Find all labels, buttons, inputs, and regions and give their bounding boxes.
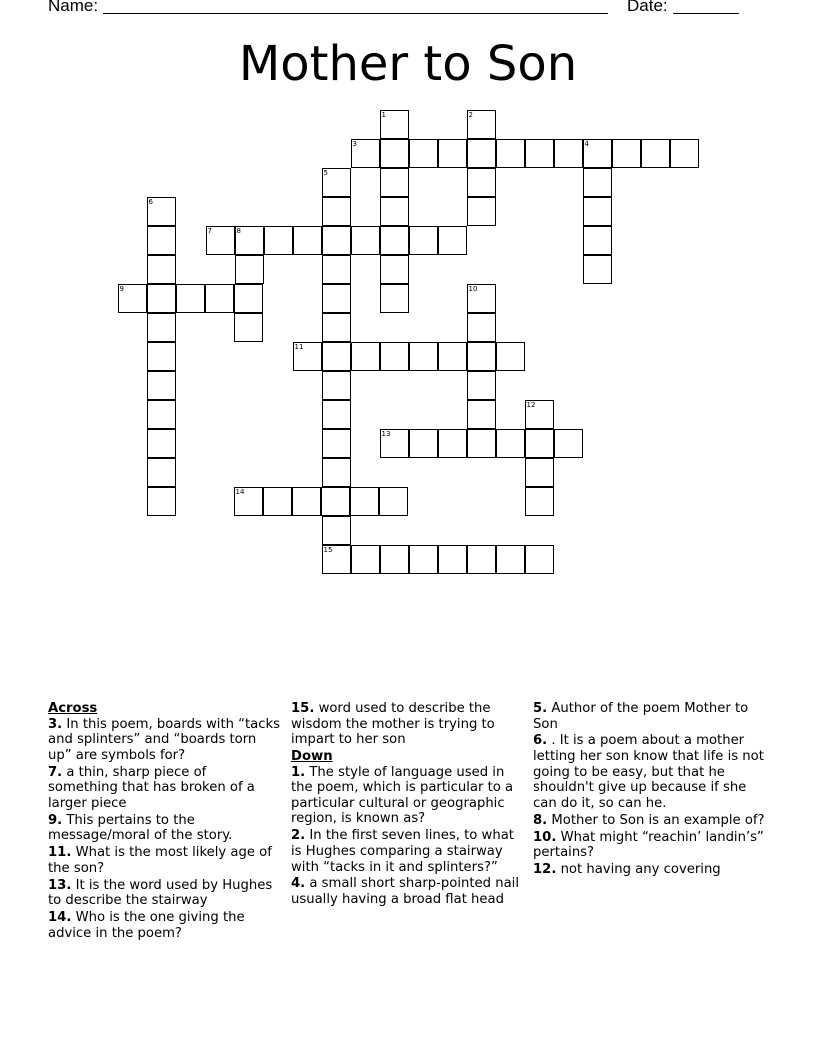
across-heading: Across <box>48 701 98 716</box>
clue-number: 15. <box>291 701 315 716</box>
grid-cell[interactable] <box>235 226 264 255</box>
grid-cell[interactable] <box>612 139 641 168</box>
grid-cell-number: 4 <box>584 139 589 148</box>
clue-text: It is the word used by Hughes to describe the stairway <box>48 877 273 909</box>
clue-number: 12. <box>533 862 557 878</box>
grid-cell[interactable] <box>467 371 496 400</box>
grid-cell[interactable] <box>409 139 438 168</box>
grid-cell[interactable] <box>234 313 263 342</box>
page-title: Mother to Son <box>238 36 578 92</box>
grid-cell[interactable] <box>467 139 496 168</box>
grid-cell[interactable] <box>380 545 409 574</box>
grid-cell[interactable] <box>293 226 322 255</box>
grid-cell[interactable] <box>147 342 176 371</box>
grid-cell[interactable] <box>322 545 351 574</box>
grid-cell[interactable] <box>409 545 438 574</box>
grid-cell[interactable] <box>409 342 438 371</box>
grid-cell[interactable] <box>234 284 263 313</box>
grid-cell[interactable] <box>409 226 438 255</box>
clue-across-9 <box>48 813 280 844</box>
grid-cell[interactable] <box>554 429 583 458</box>
clue-down-10 <box>533 830 765 861</box>
clue-across-3 <box>48 717 280 764</box>
grid-cell-number: 15 <box>323 545 333 554</box>
grid-cell[interactable] <box>147 255 176 284</box>
grid-cell[interactable] <box>321 487 350 516</box>
grid-cell-number: 5 <box>323 168 328 177</box>
grid-cell[interactable] <box>322 400 351 429</box>
grid-cell[interactable] <box>351 545 380 574</box>
grid-cell[interactable] <box>380 429 409 458</box>
grid-cell[interactable] <box>467 545 496 574</box>
clue-number: 8. <box>533 812 548 828</box>
grid-cell[interactable] <box>380 197 409 226</box>
grid-cell[interactable] <box>525 139 554 168</box>
grid-cell[interactable] <box>147 400 176 429</box>
clue-text: a thin, sharp piece of something that has broken of a larger piece <box>48 764 255 811</box>
clue-down-6 <box>533 733 765 811</box>
grid-cell[interactable] <box>467 342 496 371</box>
grid-cell[interactable] <box>322 342 351 371</box>
clue-text: not having any covering <box>556 862 721 878</box>
grid-cell[interactable] <box>583 197 612 226</box>
grid-cell-number: 12 <box>526 400 536 409</box>
grid-cell-number: 13 <box>381 429 391 438</box>
grid-cell[interactable] <box>234 487 263 516</box>
grid-cell[interactable] <box>379 487 408 516</box>
grid-cell[interactable] <box>438 545 467 574</box>
grid-cell[interactable] <box>583 226 612 255</box>
clue-text: What is the most likely age of the son? <box>48 845 272 876</box>
clue-text: In the first seven lines, to what is Hughes comparing a stairway with “tacks in it and splinters?” <box>291 828 514 875</box>
grid-cell[interactable] <box>496 429 525 458</box>
grid-cell[interactable] <box>467 168 496 197</box>
grid-cell[interactable] <box>583 139 612 168</box>
grid-cell[interactable] <box>583 168 612 197</box>
grid-cell[interactable] <box>147 487 176 516</box>
grid-cell[interactable] <box>322 197 351 226</box>
grid-cell[interactable] <box>322 371 351 400</box>
grid-cell[interactable] <box>525 400 554 429</box>
grid-cell[interactable] <box>147 429 176 458</box>
grid-cell[interactable] <box>467 110 496 139</box>
clue-down-2 <box>291 828 523 875</box>
grid-cell[interactable] <box>438 139 467 168</box>
grid-cell[interactable] <box>380 284 409 313</box>
clue-text: This pertains to the message/moral of the story. <box>48 812 233 844</box>
grid-cell-number: 14 <box>235 487 245 496</box>
grid-cell[interactable] <box>380 255 409 284</box>
clue-text: In this poem, boards with “tacks and splinters” and “boards torn up” are symbols for? <box>48 716 281 763</box>
clues-column-1 <box>48 701 280 943</box>
grid-cell[interactable] <box>525 429 554 458</box>
grid-cell[interactable] <box>467 429 496 458</box>
grid-cell[interactable] <box>380 139 409 168</box>
grid-cell[interactable] <box>350 487 379 516</box>
grid-cell[interactable] <box>467 400 496 429</box>
clue-number: 11. <box>48 845 72 861</box>
grid-cell[interactable] <box>409 429 438 458</box>
grid-cell[interactable] <box>205 284 234 313</box>
clue-number: 2. <box>291 828 306 844</box>
grid-cell[interactable] <box>322 226 351 255</box>
clue-across-15 <box>291 701 523 748</box>
grid-cell[interactable] <box>322 429 351 458</box>
clue-across-7 <box>48 765 280 812</box>
grid-cell[interactable] <box>351 342 380 371</box>
grid-cell-number: 1 <box>381 110 386 119</box>
grid-cell[interactable] <box>176 284 205 313</box>
clue-down-4 <box>291 876 523 907</box>
grid-cell[interactable] <box>467 284 496 313</box>
grid-cell[interactable] <box>641 139 670 168</box>
grid-cell[interactable] <box>322 168 351 197</box>
grid-cell[interactable] <box>322 458 351 487</box>
grid-cell[interactable] <box>496 139 525 168</box>
clue-number: 4. <box>291 876 306 892</box>
grid-cell[interactable] <box>293 342 322 371</box>
grid-cell[interactable] <box>147 313 176 342</box>
grid-cell[interactable] <box>525 458 554 487</box>
grid-cell[interactable] <box>351 226 380 255</box>
clue-down-8 <box>533 813 765 829</box>
grid-cell[interactable] <box>264 226 293 255</box>
grid-cell-number: 8 <box>236 226 241 235</box>
grid-cell[interactable] <box>147 458 176 487</box>
grid-cell[interactable] <box>322 255 351 284</box>
clue-number: 13. <box>48 877 72 893</box>
grid-cell[interactable] <box>380 226 409 255</box>
grid-cell[interactable] <box>525 487 554 516</box>
clue-text: Who is the one giving the advice in the poem? <box>48 910 245 941</box>
grid-cell[interactable] <box>467 313 496 342</box>
name-label: Name: <box>48 0 99 15</box>
clues-column-3 <box>533 701 765 879</box>
grid-cell[interactable] <box>380 342 409 371</box>
down-heading: Down <box>291 749 333 765</box>
grid-cell-number: 6 <box>148 197 153 206</box>
grid-cell[interactable] <box>147 371 176 400</box>
grid-cell[interactable] <box>322 284 351 313</box>
grid-cell[interactable] <box>380 110 409 139</box>
clues-column-2 <box>291 701 523 909</box>
grid-cell[interactable] <box>525 545 554 574</box>
date-label: Date: <box>627 0 668 15</box>
clue-number: 5. <box>533 701 548 716</box>
clue-number: 6. <box>533 733 548 749</box>
clue-down-5 <box>533 701 765 732</box>
clue-text: Mother to Son is an example of? <box>547 812 765 828</box>
grid-cell[interactable] <box>670 139 699 168</box>
grid-cell[interactable] <box>322 313 351 342</box>
grid-cell[interactable] <box>438 429 467 458</box>
clue-number: 3. <box>48 716 63 732</box>
grid-cell[interactable] <box>554 139 583 168</box>
grid-cell[interactable] <box>292 487 321 516</box>
grid-cell[interactable] <box>235 255 264 284</box>
grid-cell[interactable] <box>322 516 351 545</box>
clue-across-13 <box>48 878 280 909</box>
clue-text: Author of the poem Mother to Son <box>533 701 749 732</box>
grid-cell[interactable] <box>438 226 467 255</box>
clue-across-11 <box>48 845 280 876</box>
clue-text: . It is a poem about a mother letting her son know that life is not going to be easy, but that he shouldn't give up because if she can do it, so can he. <box>533 733 764 811</box>
grid-cell-number: 2 <box>468 110 473 119</box>
clue-down-12 <box>533 862 765 878</box>
clue-number: 1. <box>291 764 306 780</box>
clue-number: 7. <box>48 764 63 780</box>
grid-cell[interactable] <box>380 168 409 197</box>
clue-down-1 <box>291 765 523 827</box>
clue-across-14 <box>48 910 280 941</box>
clue-number: 9. <box>48 812 63 828</box>
grid-cell-number: 10 <box>468 284 478 293</box>
grid-cell[interactable] <box>263 487 292 516</box>
grid-cell[interactable] <box>351 139 380 168</box>
grid-cell[interactable] <box>438 342 467 371</box>
clue-number: 10. <box>533 829 557 845</box>
grid-cell[interactable] <box>147 226 176 255</box>
grid-cell-number: 3 <box>352 139 357 148</box>
clue-text: What might “reachin’ landin’s” pertains? <box>533 829 764 861</box>
grid-cell[interactable] <box>583 255 612 284</box>
clue-text: The style of language used in the poem, which is particular to a particular cultural or geographic region, is known as? <box>291 764 514 827</box>
grid-cell[interactable] <box>206 226 235 255</box>
clue-text: a small short sharp-pointed nail usually having a broad flat head <box>291 876 519 908</box>
clue-number: 14. <box>48 910 72 926</box>
clue-text: word used to describe the wisdom the mother is trying to impart to her son <box>291 701 495 748</box>
grid-cell-number: 7 <box>207 226 212 235</box>
grid-cell[interactable] <box>467 197 496 226</box>
grid-cell[interactable] <box>496 342 525 371</box>
grid-cell[interactable] <box>496 545 525 574</box>
grid-cell[interactable] <box>147 197 176 226</box>
grid-cell[interactable] <box>147 284 176 313</box>
grid-cell-number: 9 <box>119 284 124 293</box>
grid-cell[interactable] <box>118 284 147 313</box>
grid-cell-number: 11 <box>294 342 304 351</box>
